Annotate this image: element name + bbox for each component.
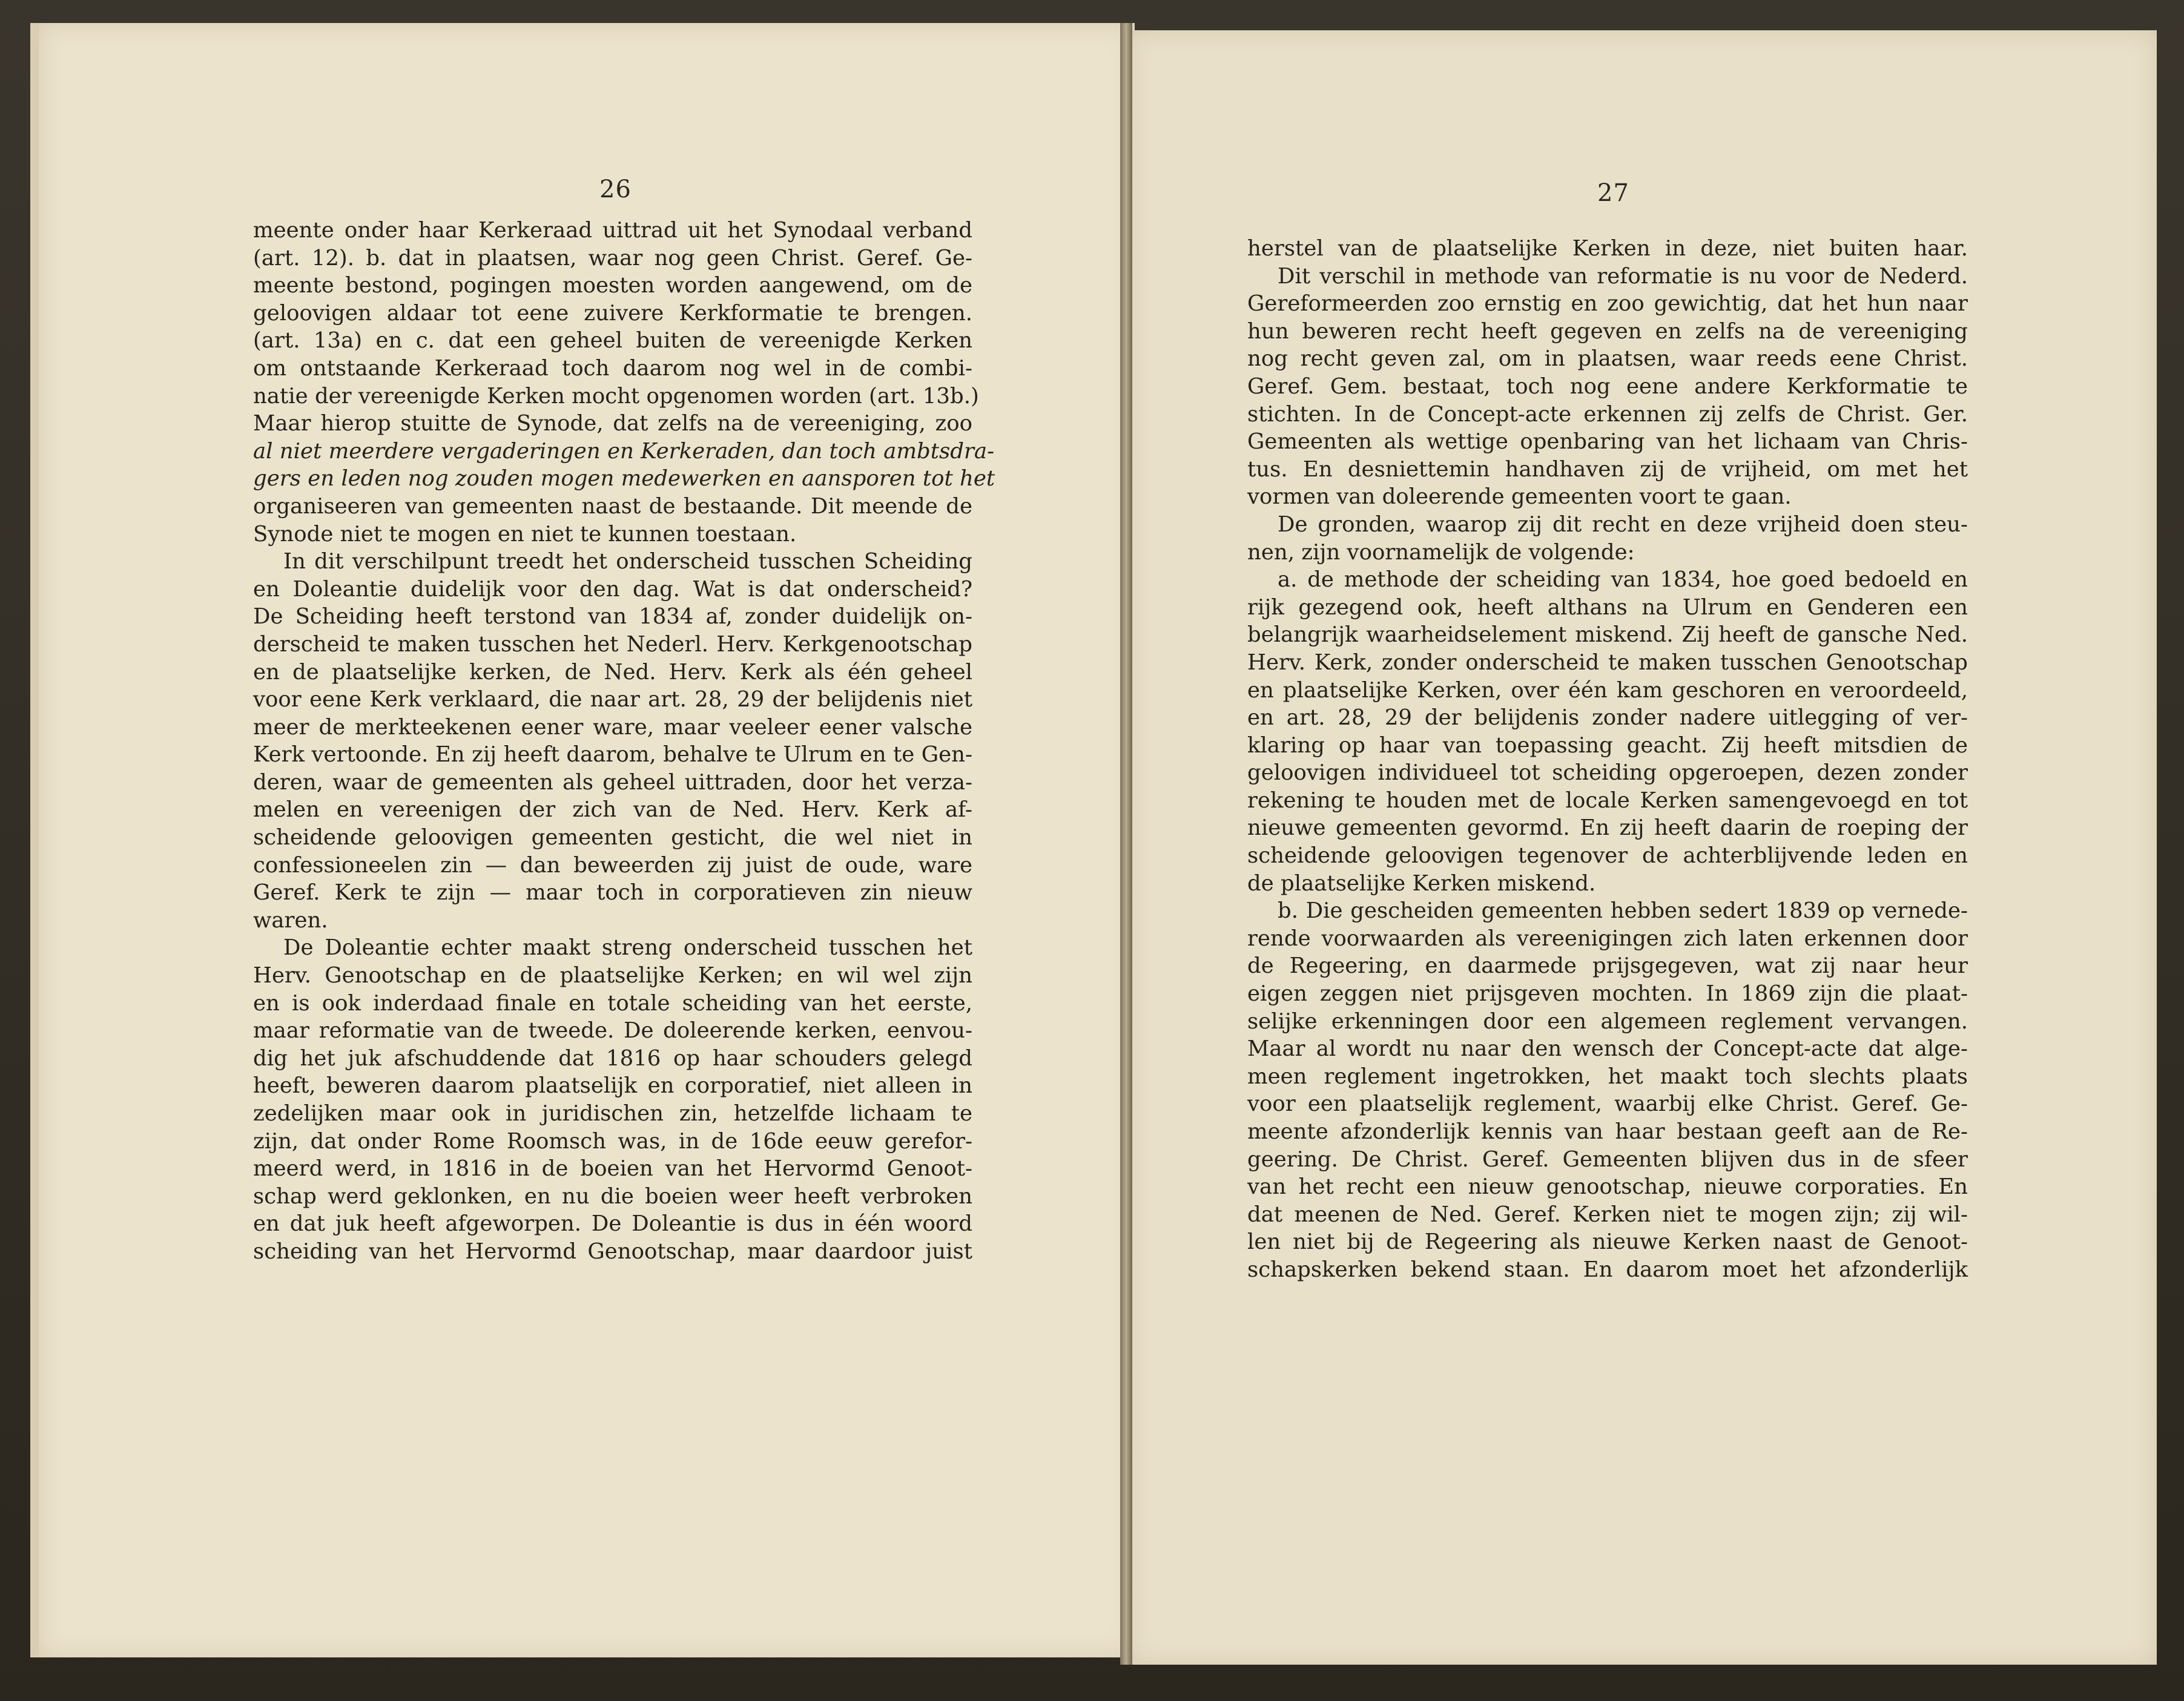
text-line: vormen van doleerende gemeenten voort te gaan.: [1247, 484, 1792, 510]
text-line: meente onder haar Kerkeraad uittrad uit het Synodaal verband: [253, 218, 972, 243]
text-line: De Scheiding heeft terstond van 1834 af, zonder duidelijk on-: [253, 604, 972, 630]
text-line: meente afzonderlijk kennis van haar bestaan geeft aan de Re-: [1247, 1119, 1968, 1144]
text-line: maar reformatie van de tweede. De doleerende kerken, eenvou-: [253, 1018, 972, 1044]
text-line: en art. 28, 29 der belijdenis zonder nadere uitlegging of ver-: [1247, 705, 1968, 731]
text-line: klaring op haar van toepassing geacht. Zij heeft mitsdien de: [1247, 732, 1968, 758]
text-line: nieuwe gemeenten gevormd. En zij heeft daarin de roeping der: [1247, 815, 1968, 841]
text-line: deren, waar de gemeenten als geheel uittraden, door het verza-: [253, 769, 972, 795]
text-line: Geref. Gem. bestaat, toch nog eene andere Kerkformatie te: [1247, 373, 1968, 399]
text-line: Dit verschil in methode van reformatie is nu voor de Nederd.: [1278, 263, 1968, 289]
text-line: tus. En desniettemin handhaven zij de vrijheid, om met het: [1247, 456, 1968, 482]
text-line: derscheid te maken tusschen het Nederl. Herv. Kerkgenootschap: [253, 631, 972, 657]
text-line: en plaatselijke Kerken, over één kam geschoren en veroordeeld,: [1247, 677, 1968, 703]
right-page-text: [1247, 235, 1968, 1284]
text-line: Gereformeerden zoo ernstig en zoo gewichtig, dat het hun naar: [1247, 291, 1968, 317]
text-line: zijn, dat onder Rome Roomsch was, in de 16de eeuw gerefor-: [253, 1128, 972, 1154]
text-line: natie der vereenigde Kerken mocht opgenomen worden (art. 13b.): [253, 383, 979, 409]
text-line: de Regeering, en daarmede prijsgegeven, wat zij naar heur: [1247, 953, 1968, 979]
text-line: om ontstaande Kerkeraad toch daarom nog wel in de combi-: [253, 355, 972, 381]
text-line: schap werd geklonken, en nu die boeien weer heeft verbroken: [253, 1183, 972, 1209]
text-line: dat meenen de Ned. Geref. Kerken niet te mogen zijn; zij wil-: [1247, 1202, 1968, 1227]
text-line: heeft, beweren daarom plaatselijk en corporatief, niet alleen in: [253, 1073, 972, 1099]
text-line: len niet bij de Regeering als nieuwe Kerken naast de Genoot-: [1247, 1229, 1968, 1255]
text-line: rijk gezegend ook, heeft althans na Ulrum en Genderen een: [1247, 594, 1968, 620]
text-line: Gemeenten als wettige openbaring van het lichaam van Chris-: [1247, 429, 1968, 455]
text-line: geloovigen aldaar tot eene zuivere Kerkformatie te brengen.: [253, 300, 972, 326]
text-line: a. de methode der scheiding van 1834, hoe goed bedoeld en: [1278, 567, 1968, 593]
text-line: De gronden, waarop zij dit recht en deze vrijheid doen steu-: [1278, 512, 1968, 537]
text-line: voor een plaatselijk reglement, waarbij elke Christ. Geref. Ge-: [1247, 1091, 1968, 1117]
text-line: Herv. Genootschap en de plaatselijke Kerken; en wil wel zijn: [253, 963, 972, 989]
text-line: voor eene Kerk verklaard, die naar art. 28, 29 der belijdenis niet: [253, 687, 972, 712]
text-line: de plaatselijke Kerken miskend.: [1247, 870, 1596, 896]
text-line: Herv. Kerk, zonder onderscheid te maken tusschen Genootschap: [1247, 650, 1968, 675]
text-line: van het recht een nieuw genootschap, nieuwe corporaties. En: [1247, 1174, 1968, 1200]
text-line: stichten. In de Concept-acte erkennen zij zelfs de Christ. Ger.: [1247, 401, 1968, 427]
text-line: meen reglement ingetrokken, het maakt toch slechts plaats: [1247, 1064, 1968, 1089]
text-line: meente bestond, pogingen moesten worden aangewend, om de: [253, 273, 972, 298]
text-line: b. Die gescheiden gemeenten hebben sedert 1839 op vernede-: [1278, 898, 1968, 924]
left-page-number: 26: [599, 176, 632, 203]
text-line: scheiding van het Hervormd Genootschap, maar daardoor juist: [253, 1239, 972, 1264]
right-page-number: 27: [1597, 179, 1629, 207]
text-line: en is ook inderdaad finale en totale scheiding van het eerste,: [253, 990, 972, 1016]
text-line: eigen zeggen niet prijsgeven mochten. In 1869 zijn die plaat-: [1247, 981, 1968, 1007]
text-line: In dit verschilpunt treedt het onderscheid tusschen Scheiding: [283, 549, 972, 574]
text-line: De Doleantie echter maakt streng onderscheid tusschen het: [283, 935, 972, 961]
text-line: nen, zijn voornamelijk de volgende:: [1247, 539, 1635, 565]
text-line: Kerk vertoonde. En zij heeft daarom, behalve te Ulrum en te Gen-: [253, 742, 972, 768]
text-line: meerd werd, in 1816 in de boeien van het Hervormd Genoot-: [253, 1156, 972, 1182]
text-line: dig het juk afschuddende dat 1816 op haar schouders gelegd: [253, 1045, 972, 1071]
text-line: zedelijken maar ook in juridischen zin, hetzelfde lichaam te: [253, 1101, 972, 1126]
text-line: scheidende geloovigen gemeenten gesticht, die wel niet in: [253, 825, 972, 850]
text-line: schapskerken bekend staan. En daarom moet het afzonderlijk: [1247, 1257, 1968, 1282]
text-line: belangrijk waarheidselement miskend. Zij heeft de gansche Ned.: [1247, 622, 1968, 648]
text-line: (art. 12). b. dat in plaatsen, waar nog geen Christ. Geref. Ge-: [253, 245, 972, 271]
text-line: en dat juk heeft afgeworpen. De Doleantie is dus in één woord: [253, 1211, 972, 1237]
text-line: Maar hierop stuitte de Synode, dat zelfs na de vereeniging, zoo: [253, 411, 972, 436]
text-line: gers en leden nog zouden mogen medewerken en aansporen tot het: [253, 466, 995, 492]
text-line: Geref. Kerk te zijn — maar toch in corporatieven zin nieuw: [253, 880, 972, 906]
left-page-text: [253, 217, 995, 1266]
text-line: selijke erkenningen door een algemeen reglement vervangen.: [1247, 1008, 1968, 1034]
text-line: geering. De Christ. Geref. Gemeenten blijven dus in de sfeer: [1247, 1147, 1968, 1172]
text-line: geloovigen individueel tot scheiding opgeroepen, dezen zonder: [1247, 760, 1968, 786]
text-line: scheidende geloovigen tegenover de achterblijvende leden en: [1247, 843, 1968, 869]
text-line: Synode niet te mogen en niet te kunnen toestaan.: [253, 521, 797, 547]
book-gutter: [1120, 23, 1132, 1665]
text-line: meer de merkteekenen eener ware, maar veeleer eener valsche: [253, 714, 972, 740]
text-line: al niet meerdere vergaderingen en Kerkeraden, dan toch ambtsdra-: [253, 438, 995, 464]
text-line: herstel van de plaatselijke Kerken in deze, niet buiten haar.: [1247, 236, 1968, 261]
text-line: nog recht geven zal, om in plaatsen, waar reeds eene Christ.: [1247, 346, 1968, 372]
text-line: confessioneelen zin — dan beweerden zij juist de oude, ware: [253, 852, 972, 878]
text-line: en Doleantie duidelijk voor den dag. Wat is dat onderscheid?: [253, 576, 972, 602]
text-line: en de plaatselijke kerken, de Ned. Herv. Kerk als één geheel: [253, 659, 972, 685]
text-line: melen en vereenigen der zich van de Ned. Herv. Kerk af-: [253, 797, 972, 823]
text-line: hun beweren recht heeft gegeven en zelfs na de vereeniging: [1247, 318, 1968, 344]
text-line: Maar al wordt nu naar den wensch der Concept-acte dat alge-: [1247, 1036, 1968, 1062]
text-line: organiseeren van gemeenten naast de bestaande. Dit meende de: [253, 493, 972, 519]
text-line: waren.: [253, 907, 328, 933]
text-line: rekening te houden met de locale Kerken samengevoegd en tot: [1247, 788, 1968, 813]
text-line: (art. 13a) en c. dat een geheel buiten de vereenigde Kerken: [253, 328, 972, 354]
text-line: rende voorwaarden als vereenigingen zich laten erkennen door: [1247, 926, 1968, 951]
